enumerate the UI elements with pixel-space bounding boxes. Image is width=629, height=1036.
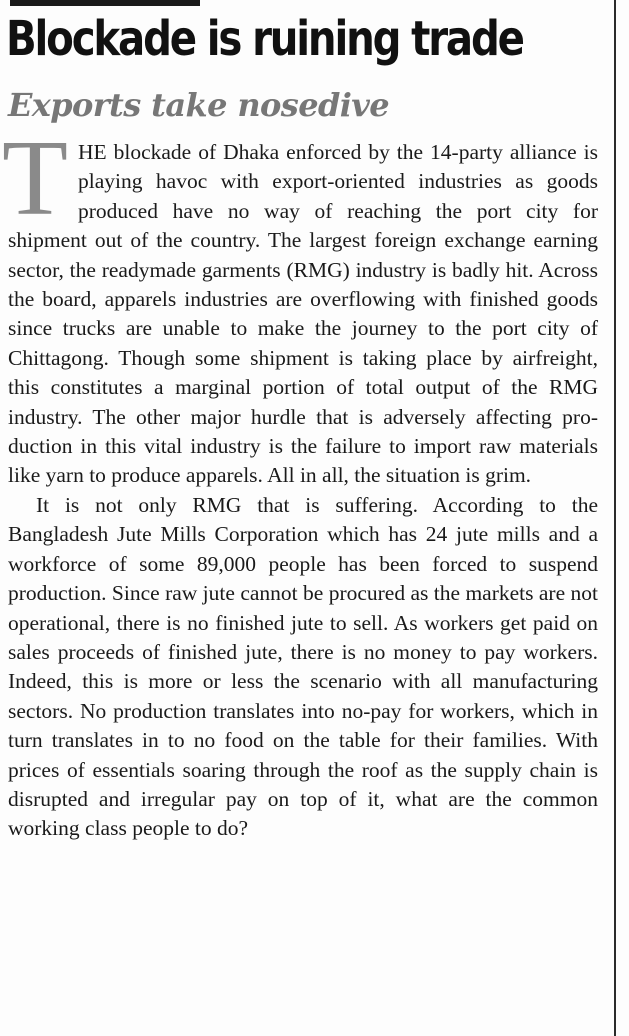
paragraph-2: It is not only RMG that is suffering. According to the Bangladesh Jute Mills Corporation which has 24 jute mills and a workforce of some 89,000 people has been forced to suspend production. Since raw jute cannot be procured as the markets are not operational, there is no finished jute to sell. As workers get paid on sales proceeds of finished jute, there is no money to pay workers. Indeed, this is more or less the scenario with all manufacturing sectors. No production translates into no-pay for workers, which in turn translates in to no food on the table for their families. With prices of essentials soaring through the roof as the supply chain is disrupted and irregular pay on top of it, what are the common working class people to do? — [8, 492, 598, 841]
subheadline: Exports take nosedive — [8, 86, 390, 124]
paragraph-1-text: HE blockade of Dhaka enforced by the 14-party alliance is playing havoc with export-oriented industries as goods produced have no way of reaching the port city for shipment out of the country. The largest foreign exchange earning sector, the readymade garments (RMG) industry is badly hit. Across the board, apparels industries are overflowing with finished goods since trucks are unable to make the journey to the port city of Chittagong. Though some shipment is taking place by airfreight, this constitutes a marginal portion of total output of the RMG industry. The other major hurdle that is adversely affecting production in this vital industry is the failure to import raw materials like yarn to produce apparels. All in all, the situation is grim. — [8, 140, 598, 488]
article-body — [2, 119, 598, 844]
paragraph-1 — [2, 119, 598, 491]
drop-cap: T — [2, 119, 68, 238]
column-rule — [614, 0, 616, 1036]
top-rule — [10, 0, 200, 6]
headline: Blockade is ruining trade — [6, 11, 523, 67]
